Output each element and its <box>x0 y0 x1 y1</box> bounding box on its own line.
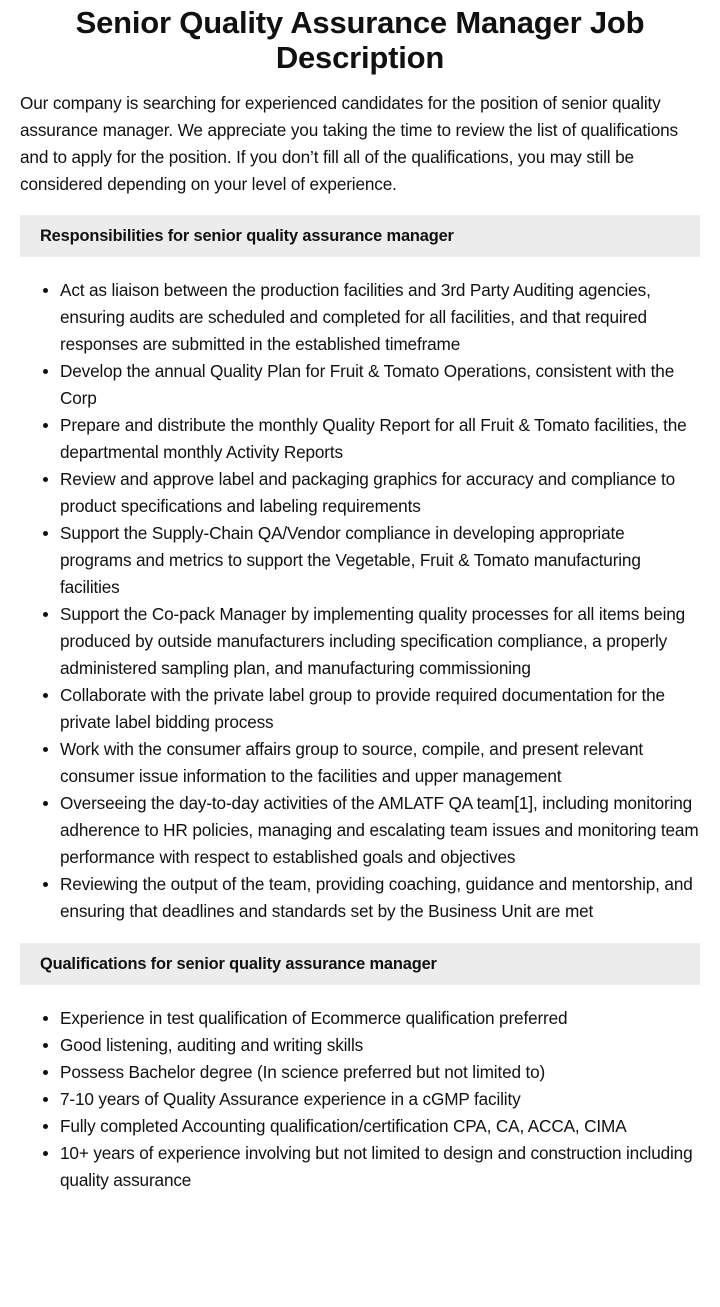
bullet-icon <box>43 477 48 482</box>
list-item: Experience in test qualification of Ecommerce qualification preferred <box>60 1005 700 1032</box>
list-item: Support the Supply-Chain QA/Vendor compliance in developing appropriate programs and metrics to support the Vegetable, Fruit & Tomato manufacturing facilities <box>60 520 700 601</box>
qualifications-heading <box>20 943 700 985</box>
bullet-icon <box>43 1124 48 1129</box>
page-title: Senior Quality Assurance Manager Job Description <box>75 5 645 75</box>
list-item: Review and approve label and packaging graphics for accuracy and compliance to product specifications and labeling requirements <box>60 466 700 520</box>
bullet-icon <box>43 531 48 536</box>
bullet-icon <box>43 612 48 617</box>
intro-paragraph: Our company is searching for experienced candidates for the position of senior quality assurance manager. We appreciate you taking the time to review the list of qualifications and to apply for the position. If you don’t fill all of the qualifications, you may still be considered depending on your level of experience. <box>20 93 678 194</box>
responsibilities-list <box>20 277 700 925</box>
responsibilities-heading-text: Responsibilities for senior quality assurance manager <box>40 226 454 245</box>
list-item: Develop the annual Quality Plan for Fruit & Tomato Operations, consistent with the Corp <box>60 358 700 412</box>
qualifications-heading-text: Qualifications for senior quality assurance manager <box>40 954 437 973</box>
list-item: Act as liaison between the production facilities and 3rd Party Auditing agencies, ensuring audits are scheduled and completed for all facilities, and that required responses are submitted in the established timeframe <box>60 277 700 358</box>
bullet-icon <box>43 747 48 752</box>
list-item: Possess Bachelor degree (In science preferred but not limited to) <box>60 1059 700 1086</box>
bullet-icon <box>43 1016 48 1021</box>
bullet-icon <box>43 288 48 293</box>
bullet-icon <box>43 369 48 374</box>
bullet-icon <box>43 693 48 698</box>
bullet-icon <box>43 1151 48 1156</box>
bullet-icon <box>43 1043 48 1048</box>
bullet-icon <box>43 423 48 428</box>
qualifications-list <box>20 1005 700 1194</box>
bullet-icon <box>43 1097 48 1102</box>
responsibilities-heading <box>20 215 700 257</box>
list-item: Reviewing the output of the team, providing coaching, guidance and mentorship, and ensuring that deadlines and standards set by the Business Unit are met <box>60 871 700 925</box>
list-item: 10+ years of experience involving but not limited to design and construction including quality assurance <box>60 1140 700 1194</box>
list-item: Work with the consumer affairs group to source, compile, and present relevant consumer issue information to the facilities and upper management <box>60 736 700 790</box>
list-item: 7-10 years of Quality Assurance experience in a cGMP facility <box>60 1086 700 1113</box>
list-item: Collaborate with the private label group to provide required documentation for the private label bidding process <box>60 682 700 736</box>
list-item: Good listening, auditing and writing skills <box>60 1032 700 1059</box>
list-item: Prepare and distribute the monthly Quality Report for all Fruit & Tomato facilities, the departmental monthly Activity Reports <box>60 412 700 466</box>
bullet-icon <box>43 882 48 887</box>
list-item: Fully completed Accounting qualification/certification CPA, CA, ACCA, CIMA <box>60 1113 700 1140</box>
bullet-icon <box>43 801 48 806</box>
list-item: Overseeing the day-to-day activities of the AMLATF QA team[1], including monitoring adherence to HR policies, managing and escalating team issues and monitoring team performance with respect to established goals and objectives <box>60 790 700 871</box>
list-item: Support the Co-pack Manager by implementing quality processes for all items being produced by outside manufacturers including specification compliance, a properly administered sampling plan, and manufacturing commissioning <box>60 601 700 682</box>
bullet-icon <box>43 1070 48 1075</box>
